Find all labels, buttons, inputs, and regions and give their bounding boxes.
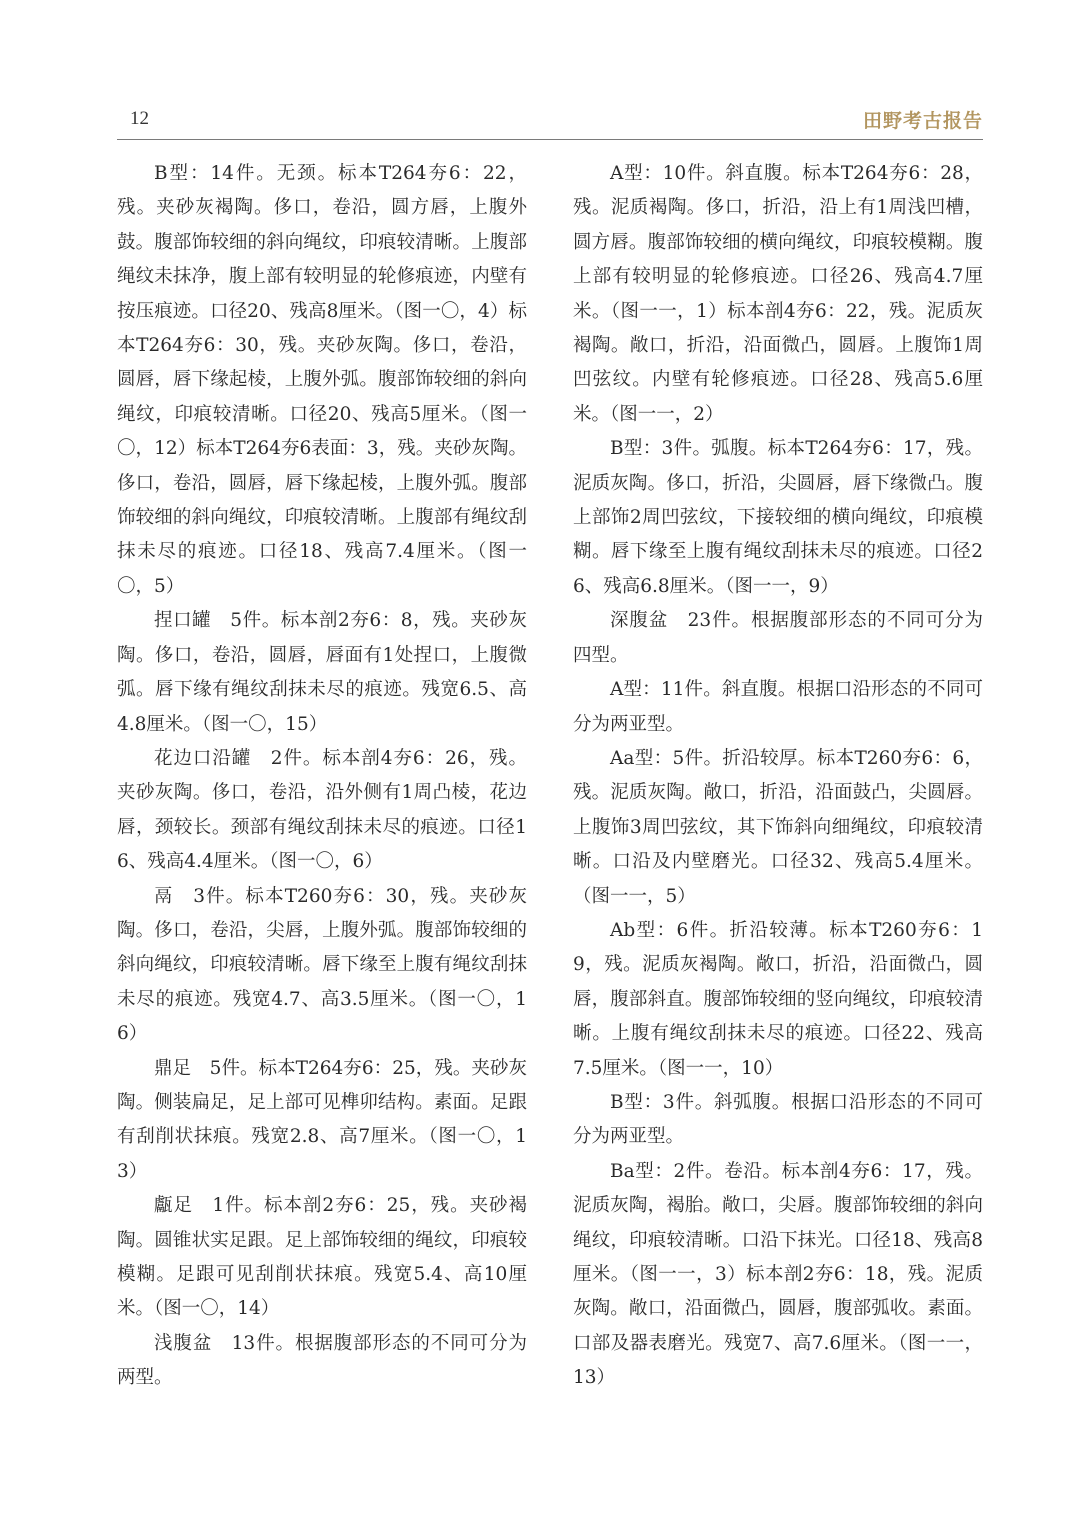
paragraph-shallow-basin-a-type: A型：10件。斜直腹。标本T264夯6：28，残。泥质褐陶。侈口，折沿，沿上有1周浅凹槽，圆方唇。腹部饰较细的横向绳纹，印痕较模糊。腹上部有较明显的轮修痕迹。口径26、残高4.7厘米。（图一一，1）标本剖4夯6：22，残。泥质灰褐陶。敞口，折沿，沿面微凸，圆唇。上腹饰1周凹弦纹。内壁有轮修痕迹。口径28、残高5.6厘米。（图一一，2） [573, 163, 983, 425]
paragraph-lace-rim-jar: 花边口沿罐 2件。标本剖4夯6：26，残。夹砂灰陶。侈口，卷沿，沿外侧有1周凸棱，花边唇，颈较长。颈部有绳纹刮抹未尽的痕迹。口径16、残高4.4厘米。（图一〇，6） [117, 747, 527, 873]
paragraph-shallow-basin: 浅腹盆 13件。根据腹部形态的不同可分为两型。 [117, 1332, 527, 1389]
paragraph-shallow-basin-b-type: B型：3件。弧腹。标本T264夯6：17，残。泥质灰陶。侈口，折沿，尖圆唇，唇下缘微凸。腹上部饰2周凹弦纹，下接较细的横向绳纹，印痕模糊。唇下缘至上腹有绳纹刮抹未尽的痕迹。口径26、残高6.8厘米。（图一一，9） [573, 438, 983, 597]
right-column [573, 157, 983, 1396]
header-divider [117, 139, 983, 140]
page-header [117, 104, 983, 138]
paragraph-deep-basin: 深腹盆 23件。根据腹部形态的不同可分为四型。 [573, 610, 983, 666]
paragraph-li-tripod: 鬲 3件。标本T260夯6：30，残。夹砂灰陶。侈口，卷沿，尖唇，上腹外弧。腹部饰较细的斜向绳纹，印痕较清晰。唇下缘至上腹有绳纹刮抹未尽的痕迹。残宽4.7、高3.5厘米。（图一〇，16） [117, 885, 527, 1045]
paragraph-deep-basin-ab-type: Ab型：6件。折沿较薄。标本T260夯6：19，残。泥质灰褐陶。敞口，折沿，沿面微凸，圆唇，腹部斜直。腹部饰较细的竖向绳纹，印痕较清晰。上腹有绳纹刮抹未尽的痕迹。口径22、残高7.5厘米。（图一一，10） [573, 919, 983, 1079]
paragraph-ding-foot: 鼎足 5件。标本T264夯6：25，残。夹砂灰陶。侧装扁足，足上部可见榫卯结构。素面。足跟有刮削状抹痕。残宽2.8、高7厘米。（图一〇，13） [117, 1057, 527, 1182]
page-number: 12 [130, 108, 149, 129]
paragraph-deep-basin-ba-type: Ba型：2件。卷沿。标本剖4夯6：17，残。泥质灰陶，褐胎。敞口，尖唇。腹部饰较细的斜向绳纹，印痕较清晰。口沿下抹光。口径18、残高8厘米。（图一一，3）标本剖2夯6：18，残。泥质灰陶。敞口，沿面微凸，圆唇，腹部弧收。素面。口部及器表磨光。残宽7、高7.6厘米。（图一一，13） [573, 1160, 983, 1389]
left-column [117, 157, 527, 1396]
paragraph-deep-basin-b-type: B型：3件。斜弧腹。根据口沿形态的不同可分为两亚型。 [573, 1091, 983, 1148]
paragraph-yan-foot: 甗足 1件。标本剖2夯6：25，残。夹砂褐陶。圆锥状实足跟。足上部饰较细的绳纹，印痕较模糊。足跟可见刮削状抹痕。残宽5.4、高10厘米。（图一〇，14） [117, 1195, 527, 1320]
paragraph-pinched-mouth-jar: 捏口罐 5件。标本剖2夯6：8，残。夹砂灰陶。侈口，卷沿，圆唇，唇面有1处捏口，上腹微弧。唇下缘有绳纹刮抹未尽的痕迹。残宽6.5、高4.8厘米。（图一〇，15） [117, 610, 527, 735]
paragraph-deep-basin-aa-type: Aa型：5件。折沿较厚。标本T260夯6：6，残。泥质灰陶。敞口，折沿，沿面鼓凸，尖圆唇。上腹饰3周凹弦纹，其下饰斜向细绳纹，印痕较清晰。口沿及内壁磨光。口径32、残高5.4厘米。（图一一，5） [573, 747, 983, 907]
paragraph-deep-basin-a-type: A型：11件。斜直腹。根据口沿形态的不同可分为两亚型。 [573, 679, 983, 735]
journal-title: 田野考古报告 [862, 110, 983, 132]
paragraph-b-type-jars: B型：14件。无颈。标本T264夯6：22，残。夹砂灰褐陶。侈口，卷沿，圆方唇，上腹外鼓。腹部饰较细的斜向绳纹，印痕较清晰。上腹部绳纹未抹净，腹上部有较明显的轮修痕迹，内壁有按压痕迹。口径20、残高8厘米。（图一〇，4）标本T264夯6：30，残。夹砂灰陶。侈口，卷沿，圆唇，唇下缘起棱，上腹外弧。腹部饰较细的斜向绳纹，印痕较清晰。口径20、残高5厘米。（图一〇，12）标本T264夯6表面：3，残。夹砂灰陶。侈口，卷沿，圆唇，唇下缘起棱，上腹外弧。腹部饰较细的斜向绳纹，印痕较清晰。上腹部有绳纹刮抹未尽的痕迹。口径18、残高7.4厘米。（图一〇，5） [117, 163, 527, 597]
